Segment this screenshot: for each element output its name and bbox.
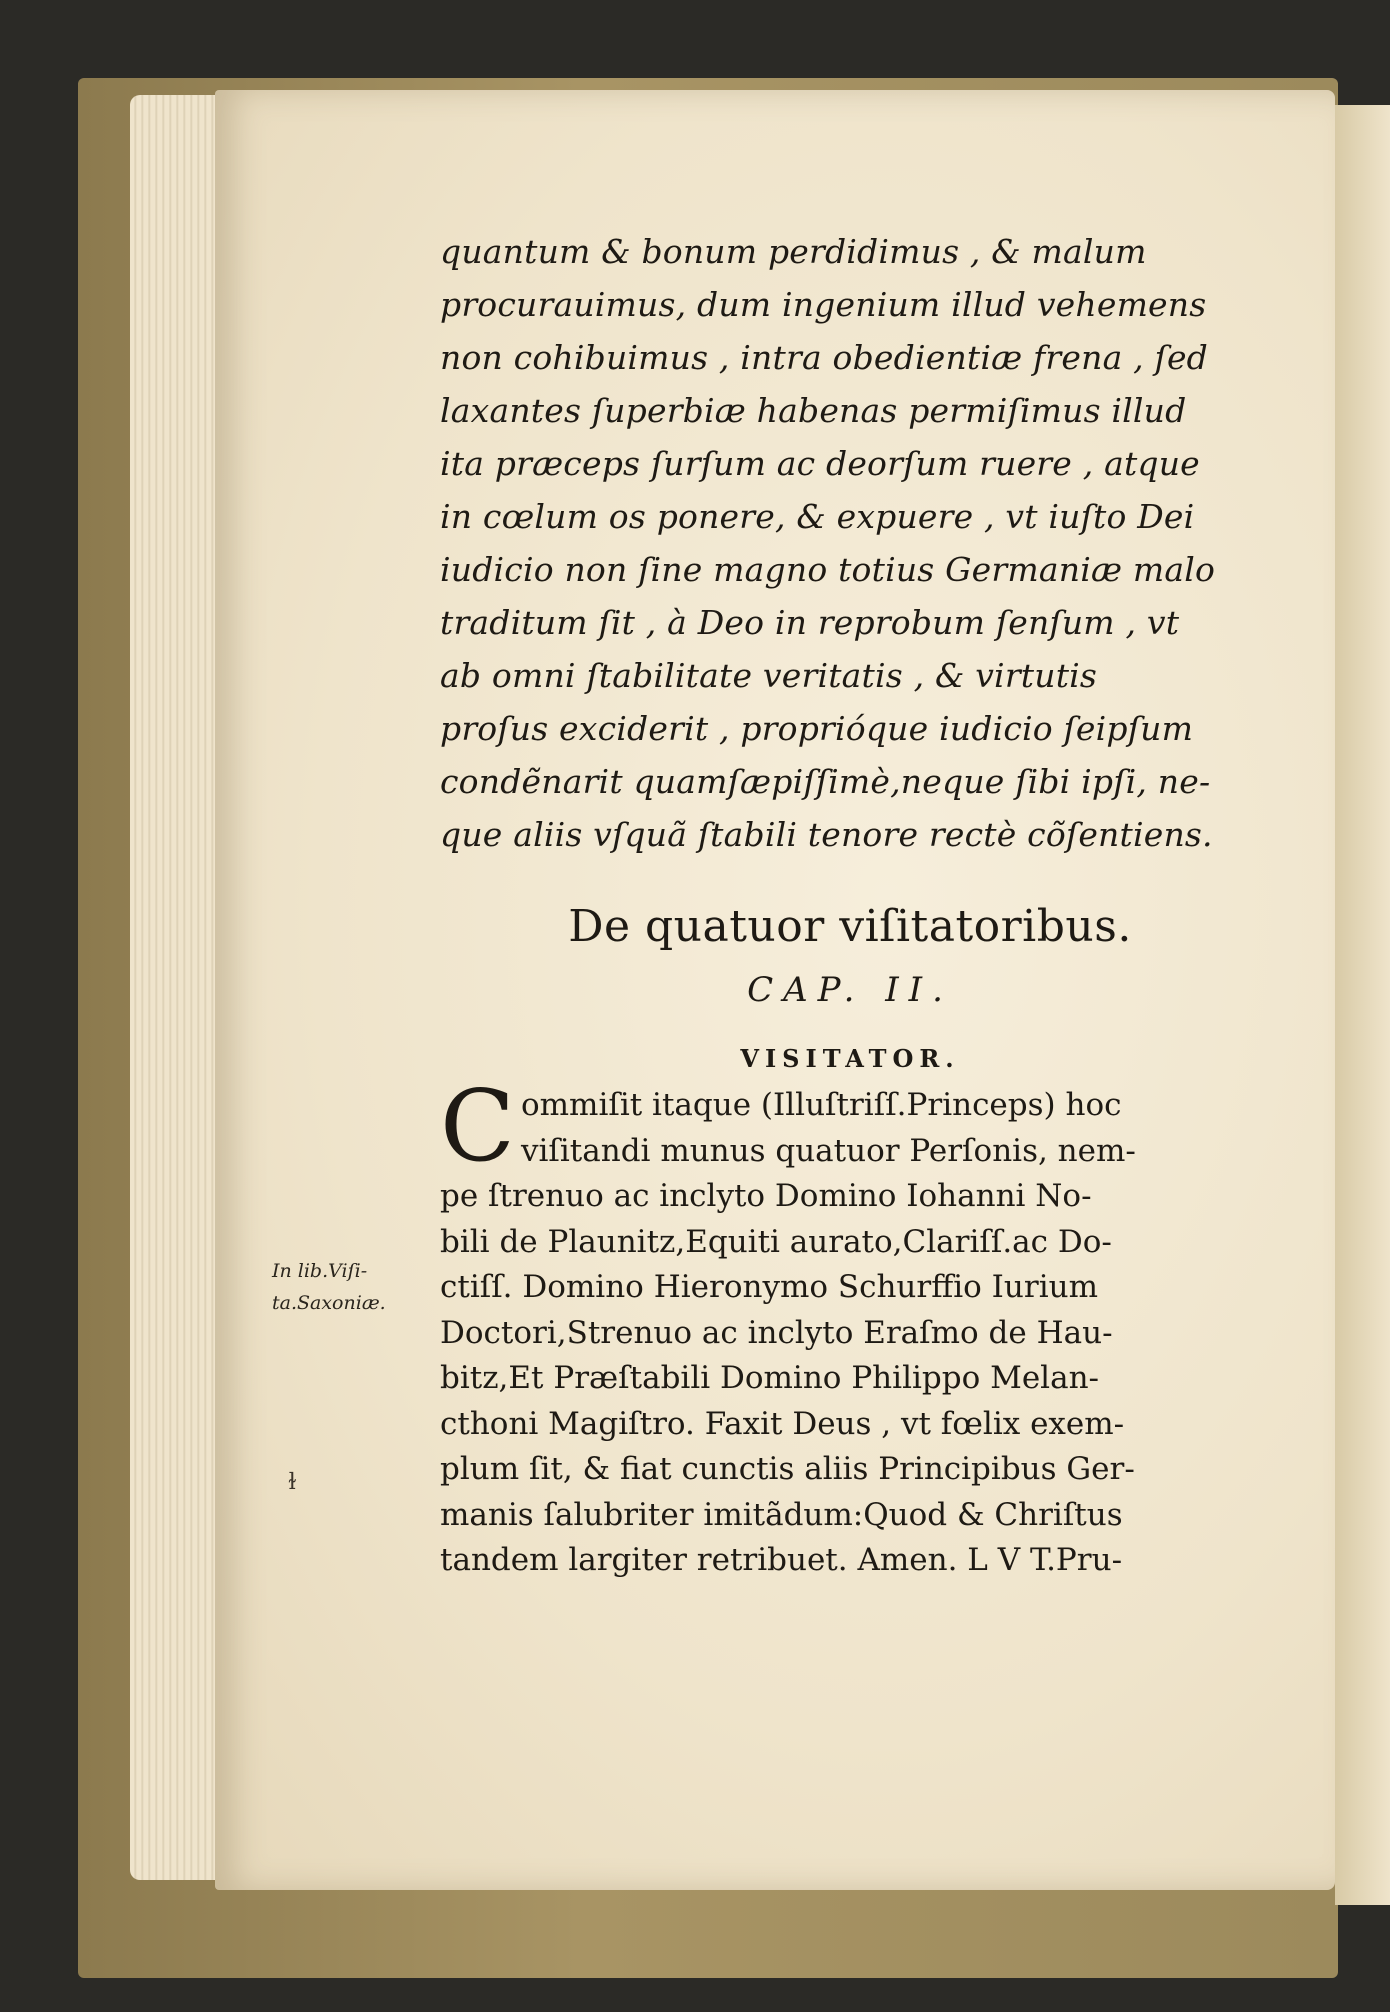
text-line: proſus exciderit , proprióque iudicio ſeipſum (440, 709, 1194, 748)
margin-mark: ɫ (288, 1470, 297, 1495)
text-line: quantum & bonum perdidimus , & malum (440, 232, 1147, 271)
text-line: Doctori,Strenuo ac inclyto Eraſmo de Hau- (440, 1314, 1113, 1351)
text-line: bili de Plaunitz,Equiti aurato,Clariſſ.ac Do- (440, 1223, 1112, 1260)
text-line: cthoni Magiſtro. Faxit Deus , vt fœlix exem- (440, 1405, 1125, 1442)
text-line: que aliis vſquã ſtabili tenore rectè cõſentiens. (440, 815, 1213, 854)
text-line: laxantes ſuperbiæ habenas permiſimus illud (440, 391, 1187, 430)
drop-capital: C (440, 1070, 515, 1184)
text-line: plum ſit, & fiat cunctis aliis Principibus Ger- (440, 1451, 1135, 1487)
text-line: pe ſtrenuo ac inclyto Domino Iohanni No- (440, 1178, 1092, 1214)
text-line: traditum ſit , à Deo in reprobum ſenſum , vt (440, 603, 1180, 642)
text-line: in cœlum os ponere, & expuere , vt iuſto Dei (440, 497, 1195, 536)
page-text (440, 225, 1260, 1584)
text-line: ab omni ſtabilitate veritatis , & virtutis (440, 656, 1098, 695)
facing-page-edge (1335, 105, 1390, 1905)
text-line: viſitandi munus quatuor Perſonis, nem- (520, 1132, 1136, 1169)
text-line: procurauimus, dum ingenium illud vehemens (440, 285, 1207, 324)
text-line: ctiſſ. Domino Hieronymo Schurffio Iurium (440, 1269, 1098, 1305)
text-line: non cohibuimus , intra obedientiæ frena , ſed (440, 338, 1208, 377)
italic-paragraph (440, 225, 1260, 861)
marginal-note-line: In lib.Viſi- (272, 1260, 368, 1282)
text-line: tandem largiter retribuet. Amen. L V T.Pru- (440, 1542, 1123, 1578)
marginal-note-line: ta.Saxoniæ. (272, 1292, 386, 1314)
text-line: bitz,Et Præſtabili Domino Philippo Melan- (440, 1360, 1100, 1396)
chapter-label: CAP. II. (747, 970, 953, 1010)
text-line: manis ſalubriter imitãdum:Quod & Chriſtus (440, 1496, 1123, 1533)
text-line: iudicio non ſine magno totius Germaniæ malo (440, 550, 1216, 589)
section-heading: De quatuor viſitatoribus. (568, 901, 1132, 952)
text-line: condẽnarit quamſæpiſſimè,neque ſibi ipſi, ne- (440, 762, 1211, 801)
marginal-note (272, 1255, 386, 1319)
text-line: ommiſit itaque (Illuſtriſſ.Princeps) hoc (520, 1087, 1122, 1123)
text-line: ita præceps ſurſum ac deorſum ruere , atque (440, 444, 1200, 483)
speaker-label: VISITATOR. (740, 1044, 960, 1073)
roman-paragraph (440, 1070, 1260, 1584)
